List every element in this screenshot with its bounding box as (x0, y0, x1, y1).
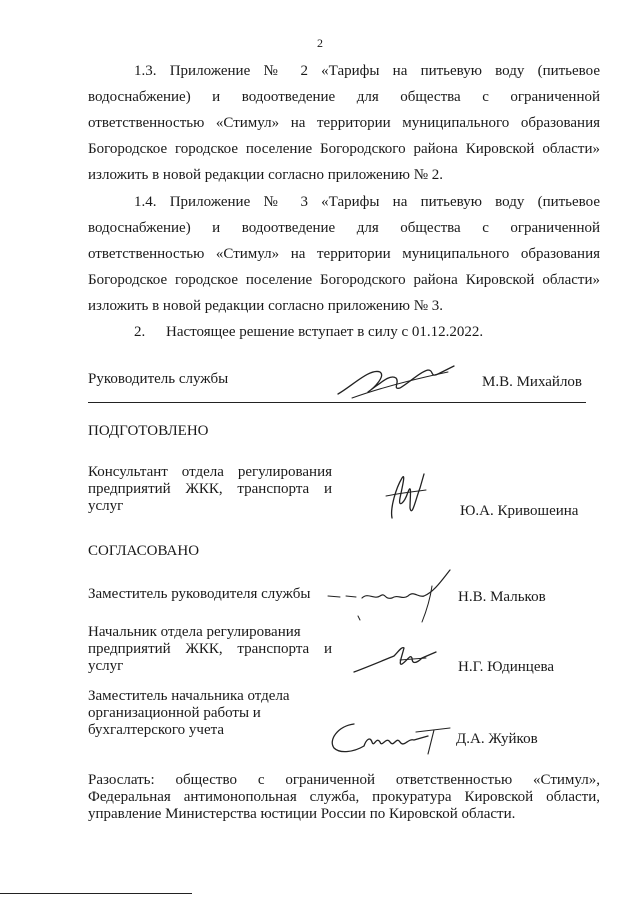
prepared-title: ПОДГОТОВЛЕНО (88, 423, 209, 439)
agreed-3-signature (324, 716, 454, 758)
agreed-3-position-line-1: Заместитель начальника отдела (88, 688, 290, 704)
distribution-list (88, 772, 600, 823)
distribution-line-2: Федеральная антимонопольная служба, прокуратура Кировской области, (88, 789, 600, 805)
head-signature (330, 358, 460, 404)
prepared-name: Ю.А. Кривошеина (460, 503, 579, 519)
agreed-2-position-line-1: Начальник отдела регулирования (88, 624, 301, 640)
agreed-1-signature (322, 566, 462, 626)
agreed-2-position-line-2: предприятий ЖКК, транспорта и (88, 641, 332, 657)
prepared-signature (380, 468, 430, 524)
item-1-4-line-1: 1.4. Приложение № 3 «Тарифы на питьевую воду (питьевое (134, 194, 600, 210)
prepared-position-line-1: Консультант отдела регулирования (88, 464, 332, 480)
distribution-line-3: управление Министерства юстиции России по Кировской области. (88, 806, 516, 822)
item-1-3-line-3: ответственностью «Стимул» на территории муниципального образования (88, 115, 600, 131)
agreed-1-name: Н.В. Мальков (458, 589, 546, 605)
footer-rule (0, 893, 192, 894)
agreed-3-position-line-2: организационной работы и (88, 705, 261, 721)
item-1-4-line-2: водоснабжение) и водоотведение для общества с ограниченной (88, 220, 600, 236)
item-1-3-line-2: водоснабжение) и водоотведение для общества с ограниченной (88, 89, 600, 105)
divider (88, 402, 586, 403)
prepared-position (88, 464, 332, 515)
item-2-text: Настоящее решение вступает в силу с 01.12.2022. (166, 324, 484, 340)
item-1-4-line-3: ответственностью «Стимул» на территории муниципального образования (88, 246, 600, 262)
page-number: 2 (317, 36, 323, 50)
head-position: Руководитель службы (88, 371, 229, 387)
head-name: М.В. Михайлов (482, 374, 583, 390)
agreed-3-position-line-3: бухгалтерского учета (88, 722, 225, 738)
agreed-3-name: Д.А. Жуйков (456, 731, 538, 747)
item-1-3-line-1: 1.3. Приложение № 2 «Тарифы на питьевую воду (питьевое (134, 63, 600, 79)
agreed-2-signature (350, 642, 440, 676)
prepared-position-line-3: услуг (88, 498, 124, 514)
item-2-number: 2. (134, 324, 146, 340)
distribution-line-1: Разослать: общество с ограниченной ответственностью «Стимул», (88, 772, 600, 788)
agreed-1-position: Заместитель руководителя службы (88, 586, 311, 602)
agreed-2-name: Н.Г. Юдинцева (458, 659, 555, 675)
item-1-3-line-5: изложить в новой редакции согласно приложению № 2. (88, 167, 444, 183)
agreed-2-position (88, 624, 332, 675)
agreed-3-position (88, 688, 332, 739)
item-1-4-line-5: изложить в новой редакции согласно приложению № 3. (88, 298, 444, 314)
item-1-4 (88, 189, 600, 319)
item-1-3 (88, 58, 600, 188)
agreed-title: СОГЛАСОВАНО (88, 543, 200, 559)
agreed-2-position-line-3: услуг (88, 658, 124, 674)
item-1-3-line-4: Богородское городское поселение Богородского района Кировской области» (88, 141, 600, 157)
item-1-4-line-4: Богородское городское поселение Богородского района Кировской области» (88, 272, 600, 288)
prepared-position-line-2: предприятий ЖКК, транспорта и (88, 481, 332, 497)
